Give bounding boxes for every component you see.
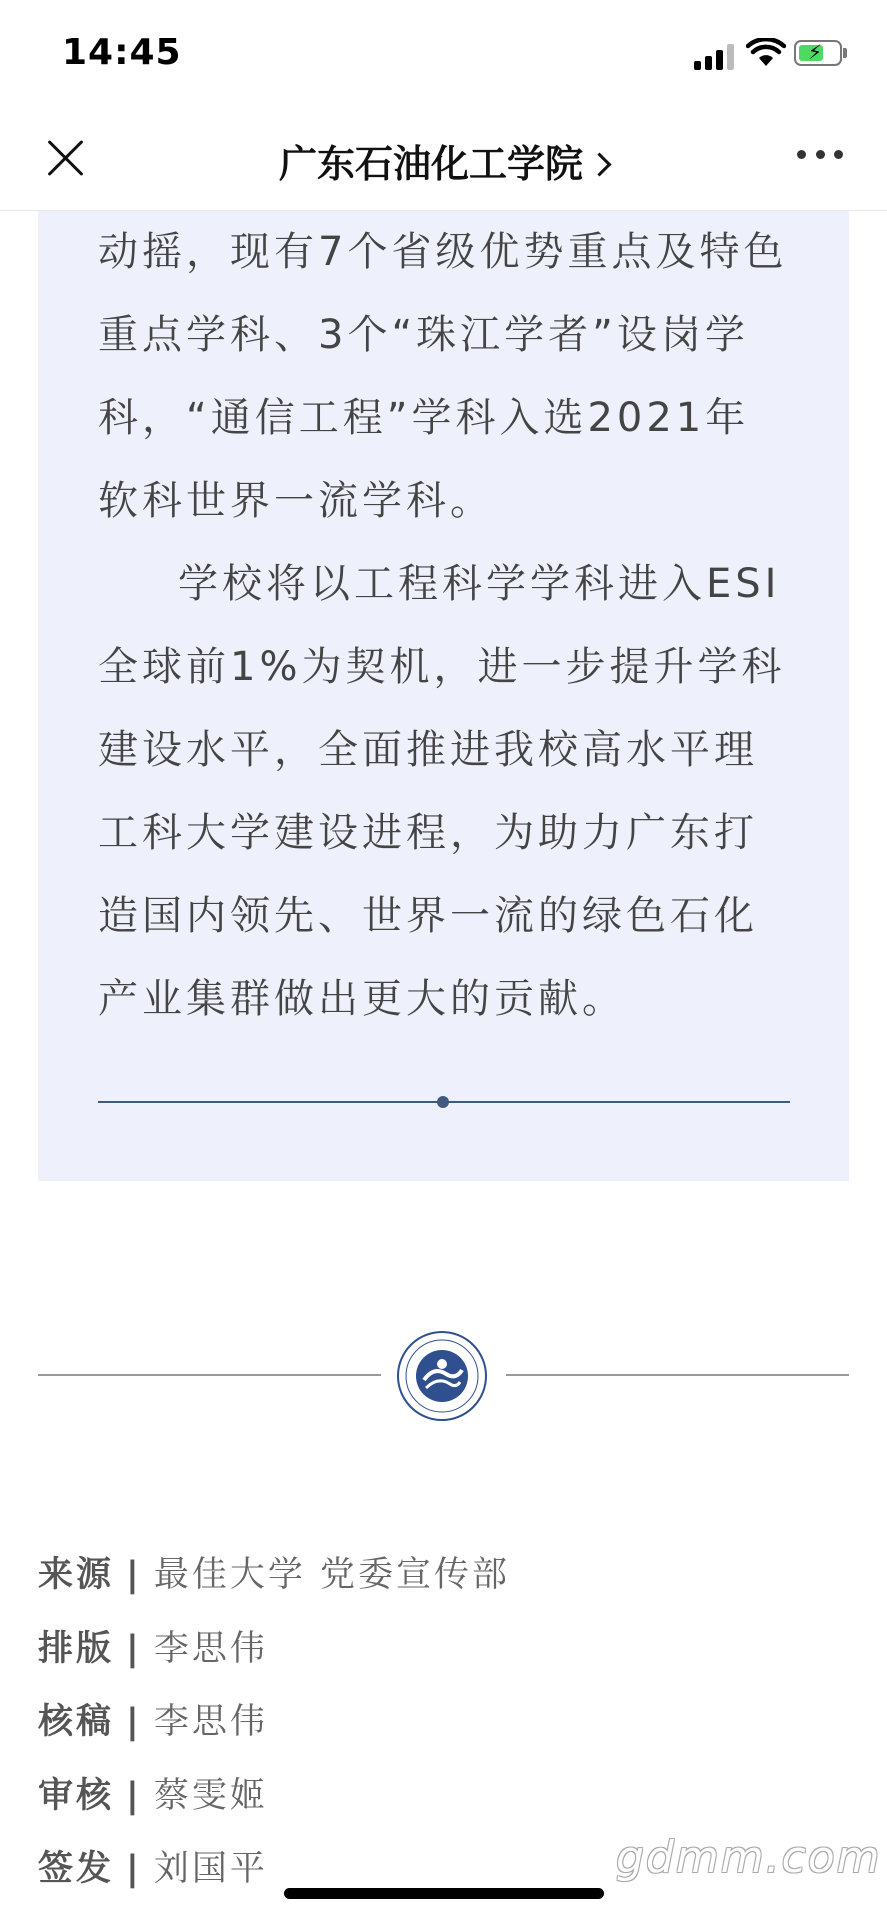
credit-row xyxy=(38,1697,849,1771)
watermark: gdmm.com xyxy=(616,1832,882,1883)
school-logo xyxy=(396,1330,488,1422)
credit-label: 审核 xyxy=(38,1775,115,1816)
status-time: 14:45 xyxy=(62,32,182,73)
article-content-box xyxy=(38,211,849,1181)
credit-separator: | xyxy=(126,1628,142,1669)
credit-separator: | xyxy=(126,1775,142,1816)
article-paragraph-wrap xyxy=(98,543,790,1041)
article-body xyxy=(98,211,790,1041)
article-paragraph: 学校将以工程科学学科进入ESI全球前1%为契机，进一步提升学科建设水平，全面推进我校高水平理工科大学建设进程，为助力广东打造国内领先、世界一流的绿色石化产业集群做出更大的贡献。 xyxy=(98,561,786,1022)
close-icon[interactable] xyxy=(44,136,88,180)
nav-bar xyxy=(0,110,887,211)
credit-separator: | xyxy=(126,1702,142,1742)
credit-value: 最佳大学 党委宣传部 xyxy=(153,1555,510,1595)
credit-row xyxy=(38,1624,849,1698)
chevron-right-icon xyxy=(587,152,611,176)
signal-icon xyxy=(694,42,736,70)
more-icon[interactable] xyxy=(797,150,843,162)
wifi-icon xyxy=(746,38,786,68)
credit-value: 刘国平 xyxy=(153,1849,268,1889)
credit-value: 李思伟 xyxy=(153,1628,268,1669)
credit-label: 核稿 xyxy=(38,1702,115,1742)
account-title-link[interactable] xyxy=(279,133,608,188)
divider-dot xyxy=(437,1096,449,1108)
credit-row xyxy=(38,1550,849,1624)
credit-value: 蔡雯姬 xyxy=(153,1775,268,1816)
account-title: 广东石油化工学院 xyxy=(278,141,583,186)
battery-icon: ⚡ xyxy=(794,40,848,66)
article-paragraph: 动摇，现有7个省级优势重点及特色重点学科、3个“珠江学者”设岗学科，“通信工程”学科入选2021年软科世界一流学科。 xyxy=(98,229,788,524)
home-indicator[interactable] xyxy=(284,1888,604,1899)
divider-line-right xyxy=(506,1374,849,1376)
credit-separator: | xyxy=(126,1555,142,1595)
credit-value: 李思伟 xyxy=(153,1702,268,1742)
credit-label: 签发 xyxy=(38,1849,115,1889)
credit-label: 排版 xyxy=(38,1628,115,1669)
logo-divider xyxy=(38,1322,849,1432)
status-bar xyxy=(0,0,887,110)
divider-line-left xyxy=(38,1374,381,1376)
credit-separator: | xyxy=(126,1849,142,1889)
credit-label: 来源 xyxy=(38,1555,115,1595)
